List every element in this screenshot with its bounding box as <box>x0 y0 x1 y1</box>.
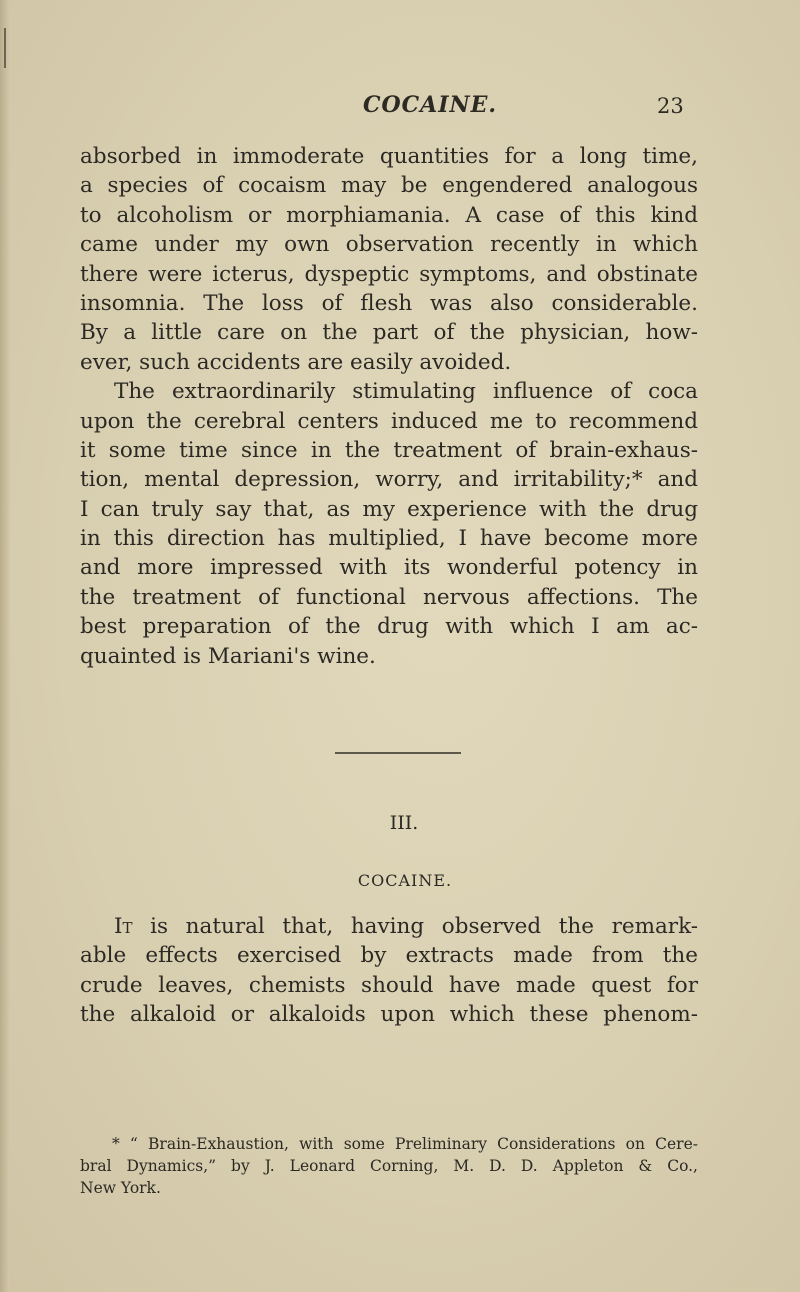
footnote <box>80 1133 698 1199</box>
text-line: absorbed in immoderate quantities for a long time, <box>80 144 698 169</box>
footnote-line: bral Dynamics,” by J. Leonard Corning, M. D. D. Appleton & Co., <box>80 1157 698 1175</box>
text-line: to alcoholism or morphiamania. A case of this kind <box>80 202 698 228</box>
body-text-bottom <box>80 912 698 1030</box>
text-line: a species of cocaism may be engendered analogous <box>80 173 698 199</box>
text-line: the alkaloid or alkaloids upon which these phenom- <box>80 1002 698 1028</box>
text-line: it some time since in the treatment of brain-exhaus- <box>80 437 698 463</box>
text-line <box>80 912 698 941</box>
text-line: best preparation of the drug with which I am ac- <box>80 614 698 640</box>
text-line: there were icterus, dyspeptic symptoms, and obstinate <box>80 261 698 287</box>
running-head-title: COCAINE. <box>363 92 498 118</box>
text-line: upon the cerebral centers induced me to recommend <box>80 408 698 434</box>
gutter-mark <box>4 28 6 68</box>
text-line: and more impressed with its wonderful potency in <box>80 555 698 581</box>
text-line: in this direction has multiplied, I have become more <box>80 526 698 552</box>
text-line: By a little care on the part of the physician, how- <box>80 320 698 346</box>
section-title: COCAINE. <box>357 871 453 890</box>
text-line: I can truly say that, as my experience with the drug <box>80 496 698 522</box>
text-line: the treatment of functional nervous affections. The <box>80 584 698 610</box>
text-line: able effects exercised by extracts made from the <box>80 943 698 969</box>
footnote-line: * “ Brain-Exhaustion, with some Preliminary Considerations on Cere- <box>112 1135 698 1153</box>
body-text-top <box>80 142 698 671</box>
text-line: quainted is Mariani's wine. <box>80 643 376 669</box>
text-line: tion, mental depression, worry, and irritability;* and <box>80 467 698 493</box>
section-number: III. <box>389 812 419 834</box>
section-divider <box>335 752 461 754</box>
page-gutter <box>0 0 10 1292</box>
text-line: came under my own observation recently in which <box>80 232 698 258</box>
text-line: insomnia. The loss of flesh was also considerable. <box>80 290 698 316</box>
footnote-line: New York. <box>80 1179 161 1197</box>
page-number: 23 <box>657 94 684 118</box>
text-line: ever, such accidents are easily avoided. <box>80 349 512 375</box>
first-line-text: is natural that, having observed the remark- <box>132 914 698 939</box>
text-line: The extraordinarily stimulating influence of coca <box>114 379 698 405</box>
running-head <box>0 92 800 132</box>
text-line: crude leaves, chemists should have made quest for <box>80 972 698 998</box>
drop-word: It <box>114 914 133 939</box>
